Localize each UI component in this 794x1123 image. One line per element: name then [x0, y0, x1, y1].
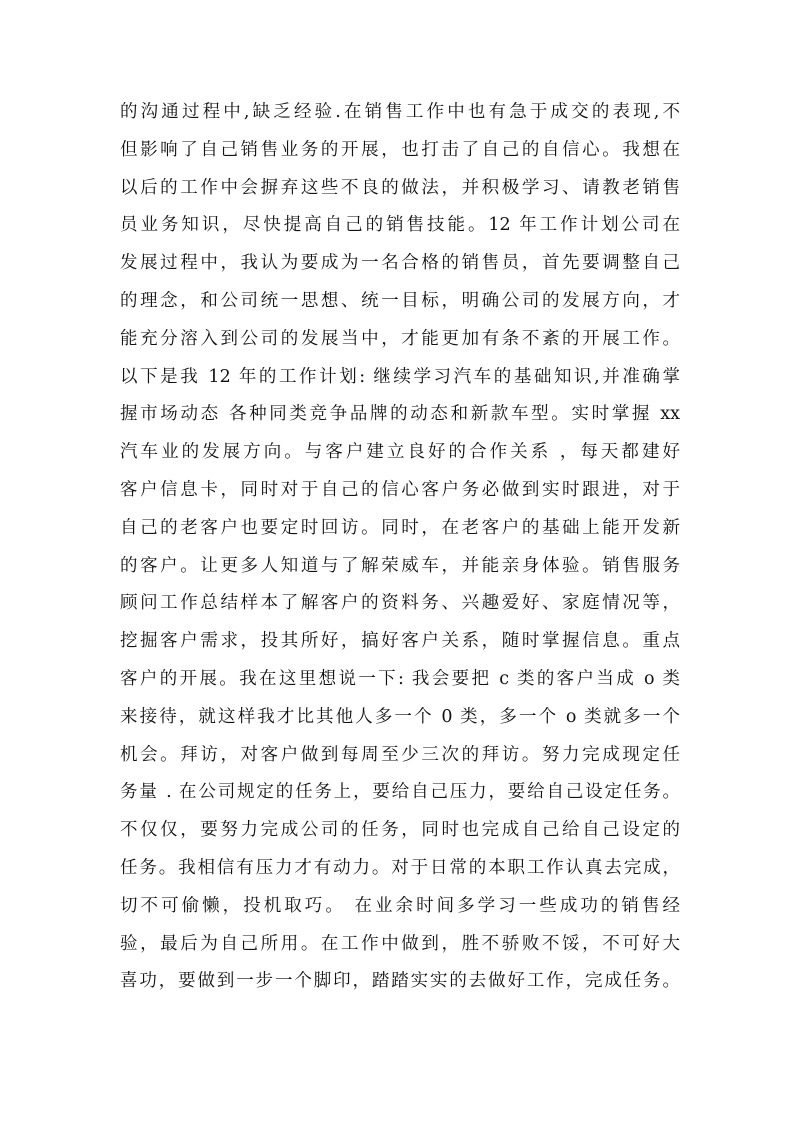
- text-line-24: 喜功，要做到一步一个脚印，踏踏实实的去做好工作，完成任务。: [120, 971, 680, 992]
- text-line-3: 以后的工作中会摒弃这些不良的做法，并积极学习、请教老销售: [120, 177, 680, 198]
- text-line-7: 能充分溶入到公司的发展当中，才能更加有条不紊的开展工作。: [120, 328, 680, 349]
- text-line-18: 机会。拜访，对客户做到每周至少三次的拜访。努力完成现定任: [120, 744, 680, 765]
- text-line-12: 自己的老客户也要定时回访。同时，在老客户的基础上能开发新: [120, 517, 680, 538]
- text-line-17: 来接待，就这样我才比其他人多一个 0 类，多一个 o 类就多一个: [120, 706, 680, 727]
- text-line-2: 但影响了自己销售业务的开展，也打击了自己的自信心。我想在: [120, 139, 680, 160]
- text-line-21: 任务。我相信有压力才有动力。对于日常的本职工作认真去完成，: [120, 857, 680, 878]
- text-line-13: 的客户。让更多人知道与了解荣威车，并能亲身体验。销售服务: [120, 555, 680, 576]
- text-line-11: 客户信息卡，同时对于自己的信心客户务必做到实时跟进，对于: [120, 479, 680, 500]
- text-line-14: 顾问工作总结样本了解客户的资料务、兴趣爱好、家庭情况等，: [120, 593, 680, 614]
- text-line-1: 的沟通过程中,缺乏经验.在销售工作中也有急于成交的表现,不: [120, 102, 680, 122]
- text-line-6: 的理念，和公司统一思想、统一目标，明确公司的发展方向，才: [120, 290, 680, 311]
- text-line-5: 发展过程中，我认为要成为一名合格的销售员，首先要调整自己: [120, 253, 680, 274]
- text-line-16: 客户的开展。我在这里想说一下: 我会要把 c 类的客户当成 o 类: [120, 668, 680, 689]
- body-text: [120, 94, 680, 1001]
- text-line-22: 切不可偷懒，投机取巧。 在业余时间多学习一些成功的销售经: [120, 895, 680, 916]
- text-line-4: 员业务知识，尽快提高自己的销售技能。12 年工作计划公司在: [120, 215, 680, 236]
- text-line-23: 验，最后为自己所用。在工作中做到，胜不骄败不馁，不可好大: [120, 933, 680, 954]
- text-line-9: 握市场动态 各种同类竞争品牌的动态和新款车型。实时掌握 xx: [120, 404, 680, 425]
- text-line-19: 务量 . 在公司规定的任务上，要给自己压力，要给自己设定任务。: [120, 782, 680, 803]
- text-line-10: 汽车业的发展方向。与客户建立良好的合作关系 ，每天都建好: [120, 442, 680, 463]
- text-line-20: 不仅仅，要努力完成公司的任务，同时也完成自己给自己设定的: [120, 820, 680, 841]
- text-line-8: 以下是我 12 年的工作计划: 继续学习汽车的基础知识,并准确掌: [120, 366, 680, 387]
- text-line-15: 挖掘客户需求，投其所好，搞好客户关系，随时掌握信息。重点: [120, 631, 680, 652]
